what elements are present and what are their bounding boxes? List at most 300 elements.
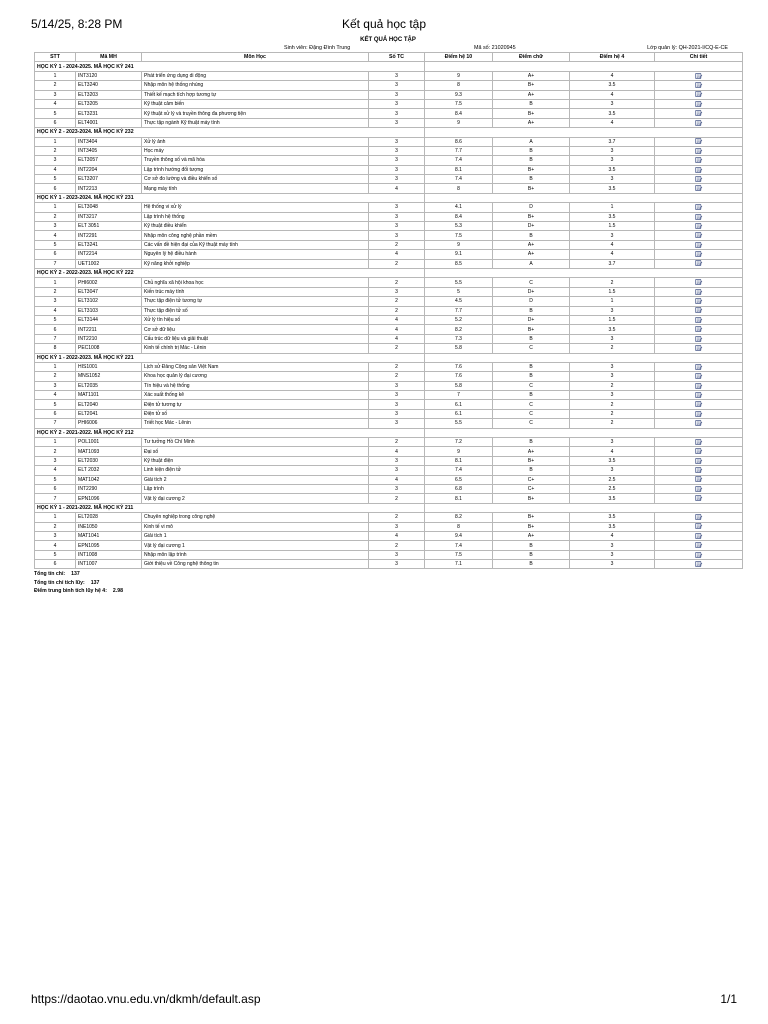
semester-header-row: [35, 268, 743, 277]
cell-detail[interactable]: [655, 99, 743, 108]
cell-stt: 4: [35, 306, 76, 315]
document-edit-icon[interactable]: [695, 204, 703, 210]
cell-stt: 6: [35, 118, 76, 127]
cell-course-code: ELT3102: [76, 297, 142, 306]
cell-course-name: Cơ sở dữ liệu: [142, 325, 369, 334]
table-row: [35, 118, 743, 127]
document-edit-icon[interactable]: [695, 101, 703, 107]
cell-detail[interactable]: [655, 531, 743, 540]
cell-score-10: 9: [425, 447, 493, 456]
document-edit-icon[interactable]: [695, 467, 703, 473]
cell-course-code: MAT1042: [76, 475, 142, 484]
cell-score-4: 3: [570, 306, 655, 315]
cell-score-4: 3.5: [570, 325, 655, 334]
cell-credits: 3: [369, 287, 425, 296]
cell-course-name: Khoa học quản lý đại cương: [142, 372, 369, 381]
cell-detail[interactable]: [655, 513, 743, 522]
cell-score-4: 2.5: [570, 484, 655, 493]
cell-course-name: Kỹ thuật điều khiển: [142, 222, 369, 231]
cell-detail[interactable]: [655, 306, 743, 315]
cell-course-name: Cấu trúc dữ liệu và giải thuật: [142, 334, 369, 343]
cell-detail[interactable]: [655, 109, 743, 118]
summary-line: [34, 570, 742, 579]
document-edit-icon[interactable]: [695, 392, 703, 398]
cell-score-10: 6.5: [425, 475, 493, 484]
cell-stt: 2: [35, 447, 76, 456]
table-row: [35, 334, 743, 343]
page-url: https://daotao.vnu.edu.vn/dkmh/default.asp: [31, 992, 261, 1006]
cell-course-code: ELT3240: [76, 81, 142, 90]
cell-letter-grade: B: [493, 541, 570, 550]
document-edit-icon[interactable]: [695, 167, 703, 173]
cell-score-10: 5.8: [425, 381, 493, 390]
cell-credits: 2: [369, 259, 425, 268]
table-row: [35, 438, 743, 447]
cell-score-4: 3: [570, 466, 655, 475]
document-edit-icon[interactable]: [695, 232, 703, 238]
table-row: [35, 325, 743, 334]
cell-credits: 3: [369, 99, 425, 108]
cell-letter-grade: A: [493, 137, 570, 146]
cell-stt: 1: [35, 438, 76, 447]
document-edit-icon[interactable]: [695, 242, 703, 248]
cell-course-code: HIS1001: [76, 362, 142, 371]
document-edit-icon[interactable]: [695, 364, 703, 370]
cell-score-10: 9: [425, 118, 493, 127]
cell-score-10: 8: [425, 184, 493, 193]
table-row: [35, 362, 743, 371]
cell-stt: 5: [35, 240, 76, 249]
cell-detail[interactable]: [655, 560, 743, 569]
table-row: [35, 560, 743, 569]
cell-letter-grade: B+: [493, 165, 570, 174]
table-row: [35, 71, 743, 80]
cell-course-name: Kỹ thuật cảm biến: [142, 99, 369, 108]
cell-detail[interactable]: [655, 175, 743, 184]
cell-detail[interactable]: [655, 438, 743, 447]
cell-detail[interactable]: [655, 494, 743, 503]
document-edit-icon[interactable]: [695, 214, 703, 220]
cell-course-name: Cơ sở đo lường và điều khiển số: [142, 175, 369, 184]
semester-header-row: [35, 62, 743, 71]
cell-score-10: 5.8: [425, 344, 493, 353]
cell-credits: 2: [369, 297, 425, 306]
cell-credits: 4: [369, 334, 425, 343]
cell-score-10: 8: [425, 522, 493, 531]
cell-detail[interactable]: [655, 522, 743, 531]
cell-score-10: 9.4: [425, 531, 493, 540]
cell-letter-grade: B: [493, 99, 570, 108]
cell-course-name: Truyền thông số và mã hóa: [142, 156, 369, 165]
cell-letter-grade: D: [493, 203, 570, 212]
cell-detail[interactable]: [655, 315, 743, 324]
document-edit-icon[interactable]: [695, 289, 703, 295]
semester-title: HỌC KỲ 1 - 2021-2022. MÃ HỌC KỲ 211: [35, 503, 425, 512]
cell-letter-grade: B: [493, 334, 570, 343]
cell-score-10: 7.4: [425, 175, 493, 184]
cell-detail[interactable]: [655, 381, 743, 390]
cell-letter-grade: B: [493, 362, 570, 371]
cell-course-name: Đại số: [142, 447, 369, 456]
cell-score-4: 3.5: [570, 522, 655, 531]
cell-course-name: Kỹ thuật điện: [142, 456, 369, 465]
cell-letter-grade: A+: [493, 71, 570, 80]
document-edit-icon[interactable]: [695, 383, 703, 389]
cell-credits: 3: [369, 165, 425, 174]
cell-credits: 3: [369, 212, 425, 221]
cell-detail[interactable]: [655, 81, 743, 90]
document-edit-icon[interactable]: [695, 326, 703, 332]
cell-detail[interactable]: [655, 250, 743, 259]
document-edit-icon[interactable]: [695, 401, 703, 407]
cell-score-10: 7.4: [425, 466, 493, 475]
document-edit-icon[interactable]: [695, 260, 703, 266]
document-edit-icon[interactable]: [695, 307, 703, 313]
semester-title: HỌC KỲ 2 - 2023-2024. MÃ HỌC KỲ 232: [35, 128, 425, 137]
cell-detail[interactable]: [655, 541, 743, 550]
cell-course-name: Linh kiện điện tử: [142, 466, 369, 475]
document-edit-icon[interactable]: [695, 495, 703, 501]
cell-credits: 3: [369, 146, 425, 155]
cell-letter-grade: D+: [493, 315, 570, 324]
document-edit-icon[interactable]: [695, 157, 703, 163]
cell-score-10: 7.7: [425, 306, 493, 315]
cell-credits: 3: [369, 409, 425, 418]
cell-course-code: ELT3203: [76, 90, 142, 99]
cell-detail[interactable]: [655, 344, 743, 353]
summary-label: Điểm trung bình tích lũy hệ 4:: [34, 588, 107, 595]
cell-detail[interactable]: [655, 118, 743, 127]
cell-course-name: Xác suất thống kê: [142, 391, 369, 400]
cell-credits: 4: [369, 475, 425, 484]
cell-course-code: EPN1095: [76, 541, 142, 550]
cell-course-code: ELT3231: [76, 109, 142, 118]
cell-score-10: 8: [425, 81, 493, 90]
summary-value: 137: [71, 571, 80, 578]
document-edit-icon[interactable]: [695, 138, 703, 144]
table-row: [35, 513, 743, 522]
cell-course-code: ELT4001: [76, 118, 142, 127]
cell-course-name: Kiến trúc máy tính: [142, 287, 369, 296]
cell-stt: 1: [35, 362, 76, 371]
cell-credits: 3: [369, 109, 425, 118]
semester-header-row: [35, 353, 743, 362]
summary-value: 2.98: [112, 588, 124, 595]
document-edit-icon[interactable]: [695, 279, 703, 285]
cell-course-code: ELT 3051: [76, 222, 142, 231]
cell-stt: 3: [35, 222, 76, 231]
cell-course-code: ELT3207: [76, 175, 142, 184]
cell-stt: 1: [35, 278, 76, 287]
table-row: [35, 184, 743, 193]
document-edit-icon[interactable]: [695, 411, 703, 417]
cell-letter-grade: C: [493, 400, 570, 409]
student-id: Mã số: 21020945: [474, 45, 516, 51]
cell-course-name: Kinh tế vi mô: [142, 522, 369, 531]
cell-detail[interactable]: [655, 362, 743, 371]
semester-filler: [425, 353, 743, 362]
cell-score-10: 7.5: [425, 231, 493, 240]
cell-course-name: Triết học Mác - Lênin: [142, 419, 369, 428]
table-row: [35, 203, 743, 212]
cell-detail[interactable]: [655, 259, 743, 268]
cell-stt: 4: [35, 391, 76, 400]
cell-letter-grade: C+: [493, 475, 570, 484]
cell-stt: 4: [35, 99, 76, 108]
cell-credits: 3: [369, 391, 425, 400]
cell-letter-grade: B+: [493, 81, 570, 90]
col-letter-grade: Điểm chữ: [493, 53, 570, 62]
document-edit-icon[interactable]: [695, 223, 703, 229]
document-edit-icon[interactable]: [695, 110, 703, 116]
cell-detail[interactable]: [655, 391, 743, 400]
cell-stt: 2: [35, 287, 76, 296]
cell-letter-grade: C: [493, 278, 570, 287]
document-edit-icon[interactable]: [695, 561, 703, 567]
document-edit-icon[interactable]: [695, 73, 703, 79]
semester-filler: [425, 62, 743, 71]
cell-letter-grade: B+: [493, 212, 570, 221]
semester-title: HỌC KỲ 2 - 2021-2022. MÃ HỌC KỲ 212: [35, 428, 425, 437]
table-row: [35, 212, 743, 221]
document-edit-icon[interactable]: [695, 523, 703, 529]
table-row: [35, 137, 743, 146]
cell-stt: 6: [35, 560, 76, 569]
cell-course-name: Kinh tế chính trị Mác - Lênin: [142, 344, 369, 353]
cell-score-4: 3.5: [570, 109, 655, 118]
cell-detail[interactable]: [655, 419, 743, 428]
table-row: [35, 541, 743, 550]
table-row: [35, 297, 743, 306]
cell-detail[interactable]: [655, 484, 743, 493]
cell-stt: 5: [35, 175, 76, 184]
col-score-10: Điểm hệ 10: [425, 53, 493, 62]
cell-course-code: INT2204: [76, 165, 142, 174]
cell-stt: 3: [35, 456, 76, 465]
document-edit-icon[interactable]: [695, 533, 703, 539]
cell-score-4: 2: [570, 409, 655, 418]
document-edit-icon[interactable]: [695, 552, 703, 558]
cell-score-4: 1: [570, 203, 655, 212]
table-row: [35, 146, 743, 155]
document-edit-icon[interactable]: [695, 345, 703, 351]
document-edit-icon[interactable]: [695, 542, 703, 548]
cell-score-10: 8.6: [425, 137, 493, 146]
cell-course-code: ELT2028: [76, 513, 142, 522]
cell-score-10: 8.4: [425, 109, 493, 118]
cell-detail[interactable]: [655, 278, 743, 287]
cell-course-code: INT3120: [76, 71, 142, 80]
document-edit-icon[interactable]: [695, 317, 703, 323]
cell-detail[interactable]: [655, 466, 743, 475]
cell-detail[interactable]: [655, 334, 743, 343]
cell-letter-grade: D: [493, 297, 570, 306]
document-edit-icon[interactable]: [695, 120, 703, 126]
cell-score-4: 4: [570, 71, 655, 80]
document-edit-icon[interactable]: [695, 476, 703, 482]
cell-detail[interactable]: [655, 184, 743, 193]
cell-detail[interactable]: [655, 203, 743, 212]
cell-stt: 1: [35, 137, 76, 146]
cell-detail[interactable]: [655, 71, 743, 80]
semester-filler: [425, 193, 743, 202]
cell-course-name: Giải tích 1: [142, 531, 369, 540]
cell-credits: 4: [369, 447, 425, 456]
cell-course-code: MNS1052: [76, 372, 142, 381]
cell-score-4: 3: [570, 550, 655, 559]
cell-letter-grade: C: [493, 419, 570, 428]
document-edit-icon[interactable]: [695, 458, 703, 464]
cell-detail[interactable]: [655, 146, 743, 155]
cell-course-name: Thiết kế mạch tích hợp tương tự: [142, 90, 369, 99]
cell-score-4: 2.5: [570, 475, 655, 484]
cell-score-10: 7.1: [425, 560, 493, 569]
cell-credits: 3: [369, 522, 425, 531]
semester-filler: [425, 503, 743, 512]
cell-score-4: 4: [570, 90, 655, 99]
document-edit-icon[interactable]: [695, 148, 703, 154]
document-edit-icon[interactable]: [695, 486, 703, 492]
document-edit-icon[interactable]: [695, 420, 703, 426]
cell-course-name: Phát triển ứng dụng di động: [142, 71, 369, 80]
document-edit-icon[interactable]: [695, 176, 703, 182]
cell-score-10: 7.6: [425, 372, 493, 381]
cell-detail[interactable]: [655, 550, 743, 559]
cell-detail[interactable]: [655, 400, 743, 409]
cell-course-code: ELT 2032: [76, 466, 142, 475]
summary: [34, 570, 742, 596]
cell-score-4: 3.7: [570, 137, 655, 146]
cell-stt: 2: [35, 372, 76, 381]
cell-course-name: Thực tập điện tử tương tự: [142, 297, 369, 306]
document-edit-icon[interactable]: [695, 336, 703, 342]
document-edit-icon[interactable]: [695, 514, 703, 520]
cell-score-4: 4: [570, 447, 655, 456]
table-row: [35, 344, 743, 353]
cell-detail[interactable]: [655, 447, 743, 456]
cell-course-name: Nhập môn công nghệ phần mềm: [142, 231, 369, 240]
cell-score-10: 5.5: [425, 278, 493, 287]
cell-score-10: 9.1: [425, 250, 493, 259]
cell-score-10: 8.5: [425, 259, 493, 268]
cell-credits: 3: [369, 419, 425, 428]
cell-credits: 3: [369, 118, 425, 127]
cell-letter-grade: B: [493, 372, 570, 381]
cell-score-4: 4: [570, 240, 655, 249]
cell-letter-grade: B: [493, 391, 570, 400]
cell-letter-grade: C: [493, 344, 570, 353]
cell-course-name: Vật lý đại cương 1: [142, 541, 369, 550]
cell-detail[interactable]: [655, 137, 743, 146]
document-edit-icon[interactable]: [695, 251, 703, 257]
cell-score-4: 4: [570, 118, 655, 127]
semester-filler: [425, 128, 743, 137]
document-edit-icon[interactable]: [695, 298, 703, 304]
cell-score-10: 5.3: [425, 222, 493, 231]
cell-score-4: 3: [570, 438, 655, 447]
cell-detail[interactable]: [655, 240, 743, 249]
cell-letter-grade: C: [493, 381, 570, 390]
cell-detail[interactable]: [655, 409, 743, 418]
cell-course-code: PHI6006: [76, 419, 142, 428]
cell-stt: 2: [35, 212, 76, 221]
semester-title: HỌC KỲ 1 - 2023-2024. MÃ HỌC KỲ 231: [35, 193, 425, 202]
cell-letter-grade: B: [493, 156, 570, 165]
cell-detail[interactable]: [655, 231, 743, 240]
document-edit-icon[interactable]: [695, 82, 703, 88]
cell-score-4: 3: [570, 560, 655, 569]
cell-score-10: 8.1: [425, 494, 493, 503]
cell-course-name: Học máy: [142, 146, 369, 155]
cell-score-10: 9: [425, 240, 493, 249]
table-row: [35, 484, 743, 493]
document-edit-icon[interactable]: [695, 448, 703, 454]
table-row: [35, 391, 743, 400]
cell-score-4: 3: [570, 391, 655, 400]
cell-stt: 5: [35, 475, 76, 484]
table-row: [35, 494, 743, 503]
cell-credits: 2: [369, 240, 425, 249]
cell-detail[interactable]: [655, 287, 743, 296]
document-edit-icon[interactable]: [695, 185, 703, 191]
document-edit-icon[interactable]: [695, 439, 703, 445]
cell-course-name: Vật lý đại cương 2: [142, 494, 369, 503]
cell-detail[interactable]: [655, 475, 743, 484]
cell-course-name: Tín hiệu và hệ thống: [142, 381, 369, 390]
cell-course-code: MAT1093: [76, 447, 142, 456]
table-row: [35, 419, 743, 428]
cell-letter-grade: B: [493, 231, 570, 240]
cell-credits: 3: [369, 560, 425, 569]
cell-detail[interactable]: [655, 222, 743, 231]
cell-detail[interactable]: [655, 456, 743, 465]
cell-detail[interactable]: [655, 212, 743, 221]
document-edit-icon[interactable]: [695, 373, 703, 379]
cell-detail[interactable]: [655, 325, 743, 334]
cell-course-code: INT3217: [76, 212, 142, 221]
cell-detail[interactable]: [655, 372, 743, 381]
cell-detail[interactable]: [655, 90, 743, 99]
cell-score-4: 4: [570, 250, 655, 259]
cell-letter-grade: B: [493, 550, 570, 559]
col-stt: STT: [35, 53, 76, 62]
cell-course-code: ELT2041: [76, 409, 142, 418]
semester-title: HỌC KỲ 1 - 2022-2023. MÃ HỌC KỲ 221: [35, 353, 425, 362]
cell-course-name: Chủ nghĩa xã hội khoa học: [142, 278, 369, 287]
cell-detail[interactable]: [655, 297, 743, 306]
cell-letter-grade: A+: [493, 90, 570, 99]
table-row: [35, 250, 743, 259]
cell-detail[interactable]: [655, 156, 743, 165]
cell-credits: 2: [369, 541, 425, 550]
cell-credits: 3: [369, 175, 425, 184]
cell-course-name: Tư tưởng Hồ Chí Minh: [142, 438, 369, 447]
cell-detail[interactable]: [655, 165, 743, 174]
cell-course-name: Mạng máy tính: [142, 184, 369, 193]
cell-score-4: 3.5: [570, 456, 655, 465]
document-edit-icon[interactable]: [695, 91, 703, 97]
semester-header-row: [35, 128, 743, 137]
cell-score-4: 3.5: [570, 513, 655, 522]
cell-score-10: 5.5: [425, 419, 493, 428]
cell-stt: 4: [35, 165, 76, 174]
cell-course-code: INE1050: [76, 522, 142, 531]
cell-stt: 6: [35, 250, 76, 259]
cell-credits: 3: [369, 203, 425, 212]
cell-course-code: INT2291: [76, 231, 142, 240]
cell-course-code: ELT3241: [76, 240, 142, 249]
cell-course-code: ELT3144: [76, 315, 142, 324]
